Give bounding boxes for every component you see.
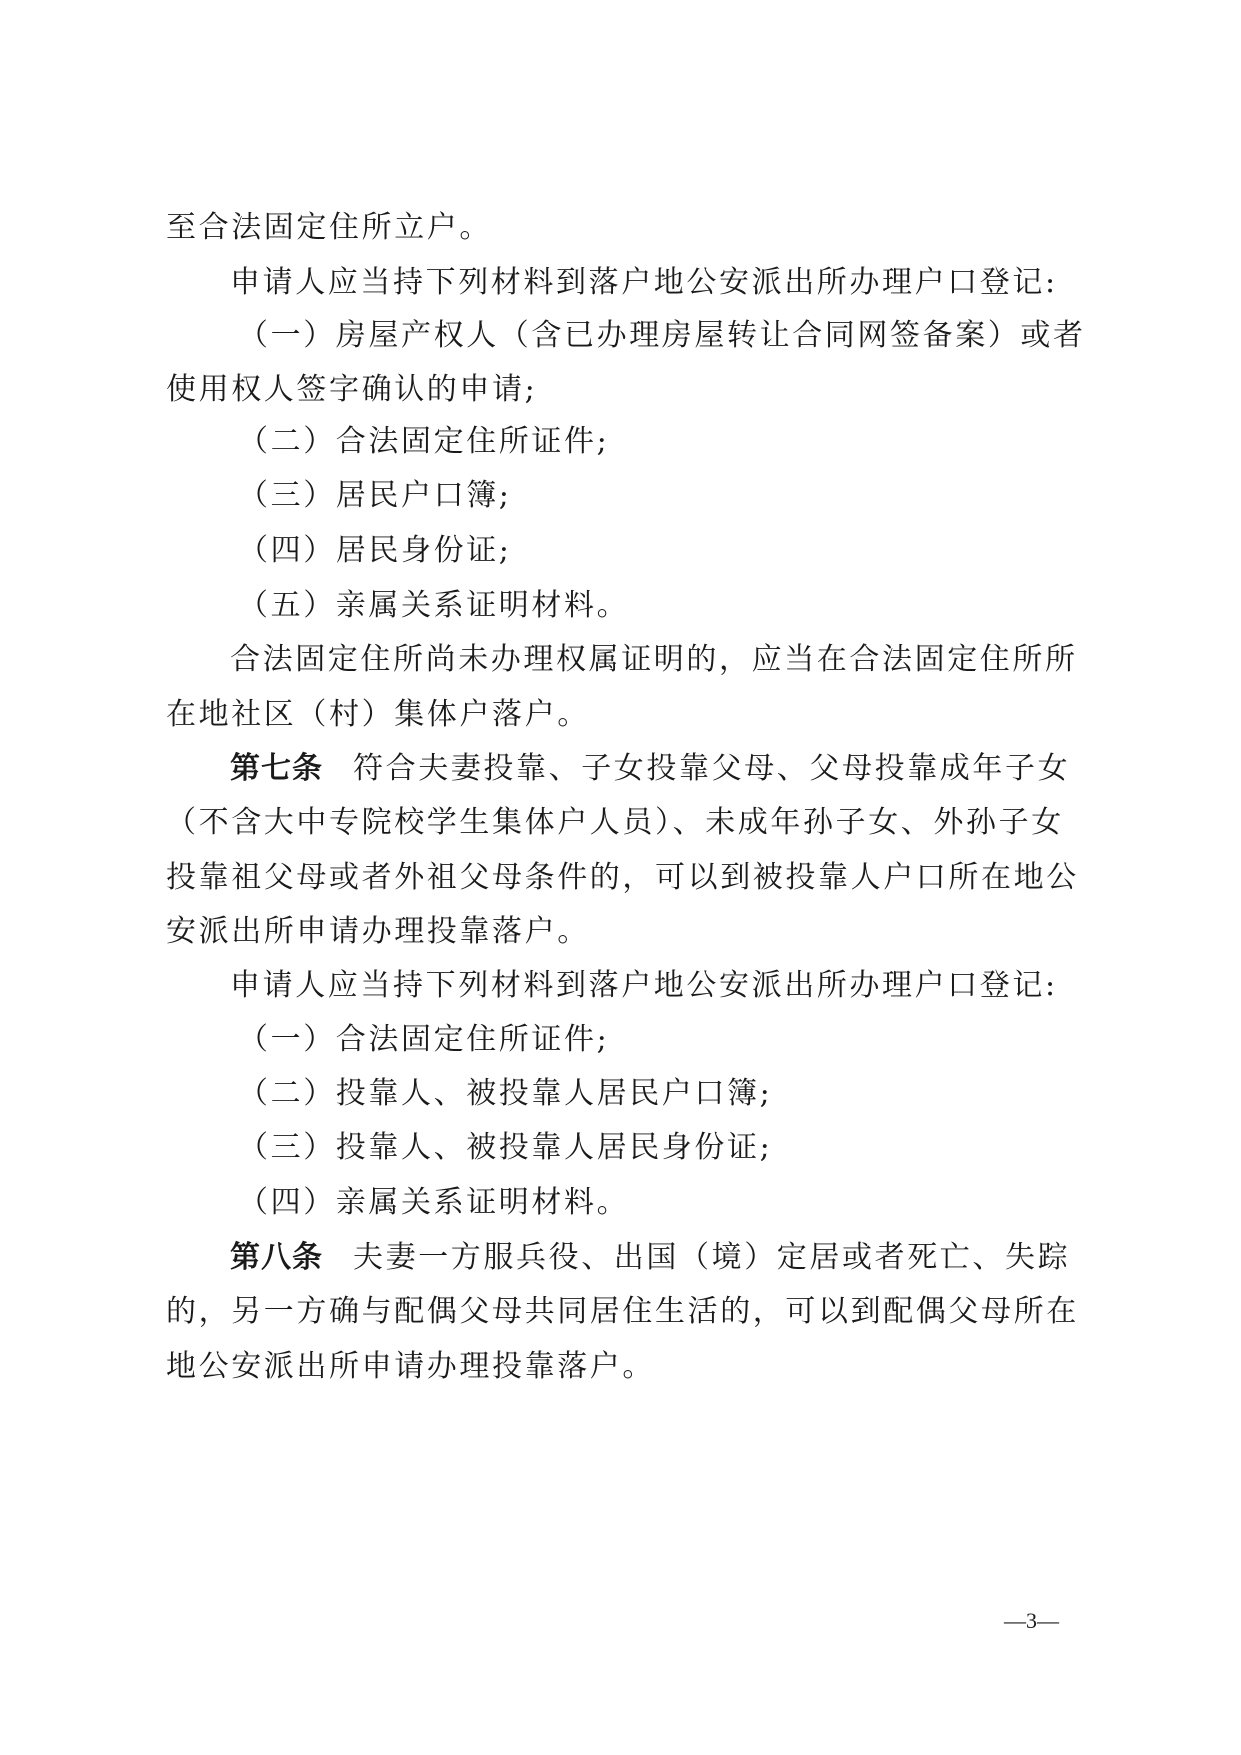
paragraph-line: 在地社区（村）集体户落户。 xyxy=(166,697,590,732)
list-item: （四）居民身份证; xyxy=(238,533,512,568)
paragraph-line: 合法固定住所尚未办理权属证明的，应当在合法固定住所所 xyxy=(230,642,1078,677)
list-item: （一）合法固定住所证件; xyxy=(238,1022,610,1057)
paragraph-line: 的，另一方确与配偶父母共同居住生活的，可以到配偶父母所在 xyxy=(166,1294,1079,1329)
list-item: （一）房屋产权人（含已办理房屋转让合同网签备案）或者 xyxy=(238,318,1086,353)
paragraph-line: 投靠祖父母或者外祖父母条件的，可以到被投靠人户口所在地公 xyxy=(166,860,1079,895)
list-item: （二）合法固定住所证件; xyxy=(238,424,610,459)
article-8-line xyxy=(230,1240,1070,1276)
paragraph-line: 至合法固定住所立户。 xyxy=(166,210,492,245)
paragraph-line: 地公安派出所申请办理投靠落户。 xyxy=(166,1349,655,1384)
list-item: （四）亲属关系证明材料。 xyxy=(238,1185,630,1220)
paragraph-line: 申请人应当持下列材料到落户地公安派出所办理户口登记: xyxy=(230,968,1058,1003)
list-item: （三）投靠人、被投靠人居民身份证; xyxy=(238,1130,773,1165)
article-7-line xyxy=(230,751,1070,787)
paragraph-line: 使用权人签字确认的申请; xyxy=(166,372,538,407)
list-item: （三）居民户口簿; xyxy=(238,478,512,513)
list-item: （二）投靠人、被投靠人居民户口簿; xyxy=(238,1076,773,1111)
article-heading: 第八条 xyxy=(230,1240,323,1275)
paragraph-line: （不含大中专院校学生集体户人员）、未成年孙子女、外孙子女 xyxy=(166,805,1064,840)
paragraph-line: 安派出所申请办理投靠落户。 xyxy=(166,914,590,949)
list-item: （五）亲属关系证明材料。 xyxy=(238,588,630,623)
article-text: 夫妻一方服兵役、出国（境）定居或者死亡、失踪 xyxy=(353,1240,1071,1275)
paragraph-line: 申请人应当持下列材料到落户地公安派出所办理户口登记: xyxy=(230,265,1058,300)
article-text: 符合夫妻投靠、子女投靠父母、父母投靠成年子女 xyxy=(353,751,1071,786)
page-number: —3— xyxy=(1004,1608,1059,1633)
article-heading: 第七条 xyxy=(230,751,323,786)
